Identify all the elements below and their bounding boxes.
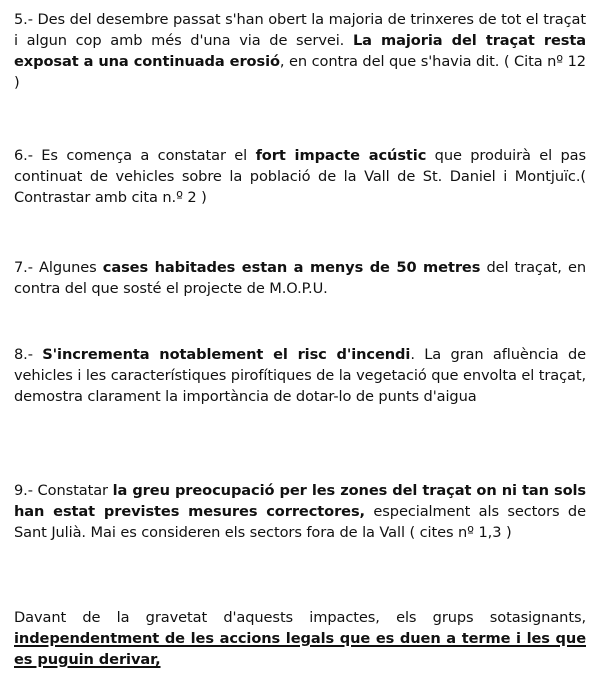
paragraph-6	[14, 145, 586, 208]
paragraph-6-text-c: que produirà el pas continuat de vehicles sobre la població de la Vall de St. Daniel i Montjuïc.( Contrastar amb cita n.º 2 )	[14, 147, 587, 206]
paragraph-8	[14, 344, 586, 407]
paragraph-8-text-c: . La gran afluència de vehicles i les característiques pirofítiques de la vegetació que envolta el traçat, demostra clarament la importància de dotar-lo de punts d'aigua	[14, 346, 587, 405]
closing-paragraph-text-a: Davant de la gravetat d'aquests impactes, els grups sotasignants,	[14, 609, 586, 626]
paragraph-7-text-a: 7.- Algunes	[14, 259, 97, 276]
paragraph-7	[14, 257, 586, 299]
closing-paragraph	[14, 607, 586, 670]
closing-paragraph-underlined-bold: independentment de les accions legals que es duen a terme i les que es puguin derivar,	[14, 630, 586, 668]
paragraph-8-text-a: 8.-	[14, 346, 33, 363]
paragraph-7-bold: cases habitades estan a menys de 50 metres	[102, 259, 481, 276]
paragraph-9	[14, 480, 586, 543]
paragraph-6-text-a: 6.- Es comença a constatar el	[14, 147, 248, 164]
paragraph-7-text-c: del traçat, en contra del que sosté el projecte de M.O.P.U.	[14, 259, 586, 297]
paragraph-9-text-c: especialment als sectors de Sant Julià. Mai es consideren els sectors fora de la Vall ( cites nº 1,3 )	[14, 503, 586, 541]
paragraph-5-text-a: 5.- Des del desembre passat s'han obert la majoria de trinxeres de tot el traçat i algun cop amb més d'una via de servei.	[14, 11, 586, 49]
paragraph-5-text-c: , en contra del que s'havia dit. ( Cita nº 12 )	[14, 53, 586, 91]
paragraph-5	[14, 9, 586, 93]
paragraph-8-bold: S'incrementa notablement el risc d'incendi	[42, 346, 411, 363]
paragraph-5-bold: La majoria del traçat resta exposat a una continuada erosió	[14, 32, 586, 70]
paragraph-6-bold: fort impacte acústic	[255, 147, 427, 164]
paragraph-9-text-a: 9.- Constatar	[14, 482, 108, 499]
paragraph-9-bold: la greu preocupació per les zones del traçat on ni tan sols han estat previstes mesures correctores,	[14, 482, 586, 520]
